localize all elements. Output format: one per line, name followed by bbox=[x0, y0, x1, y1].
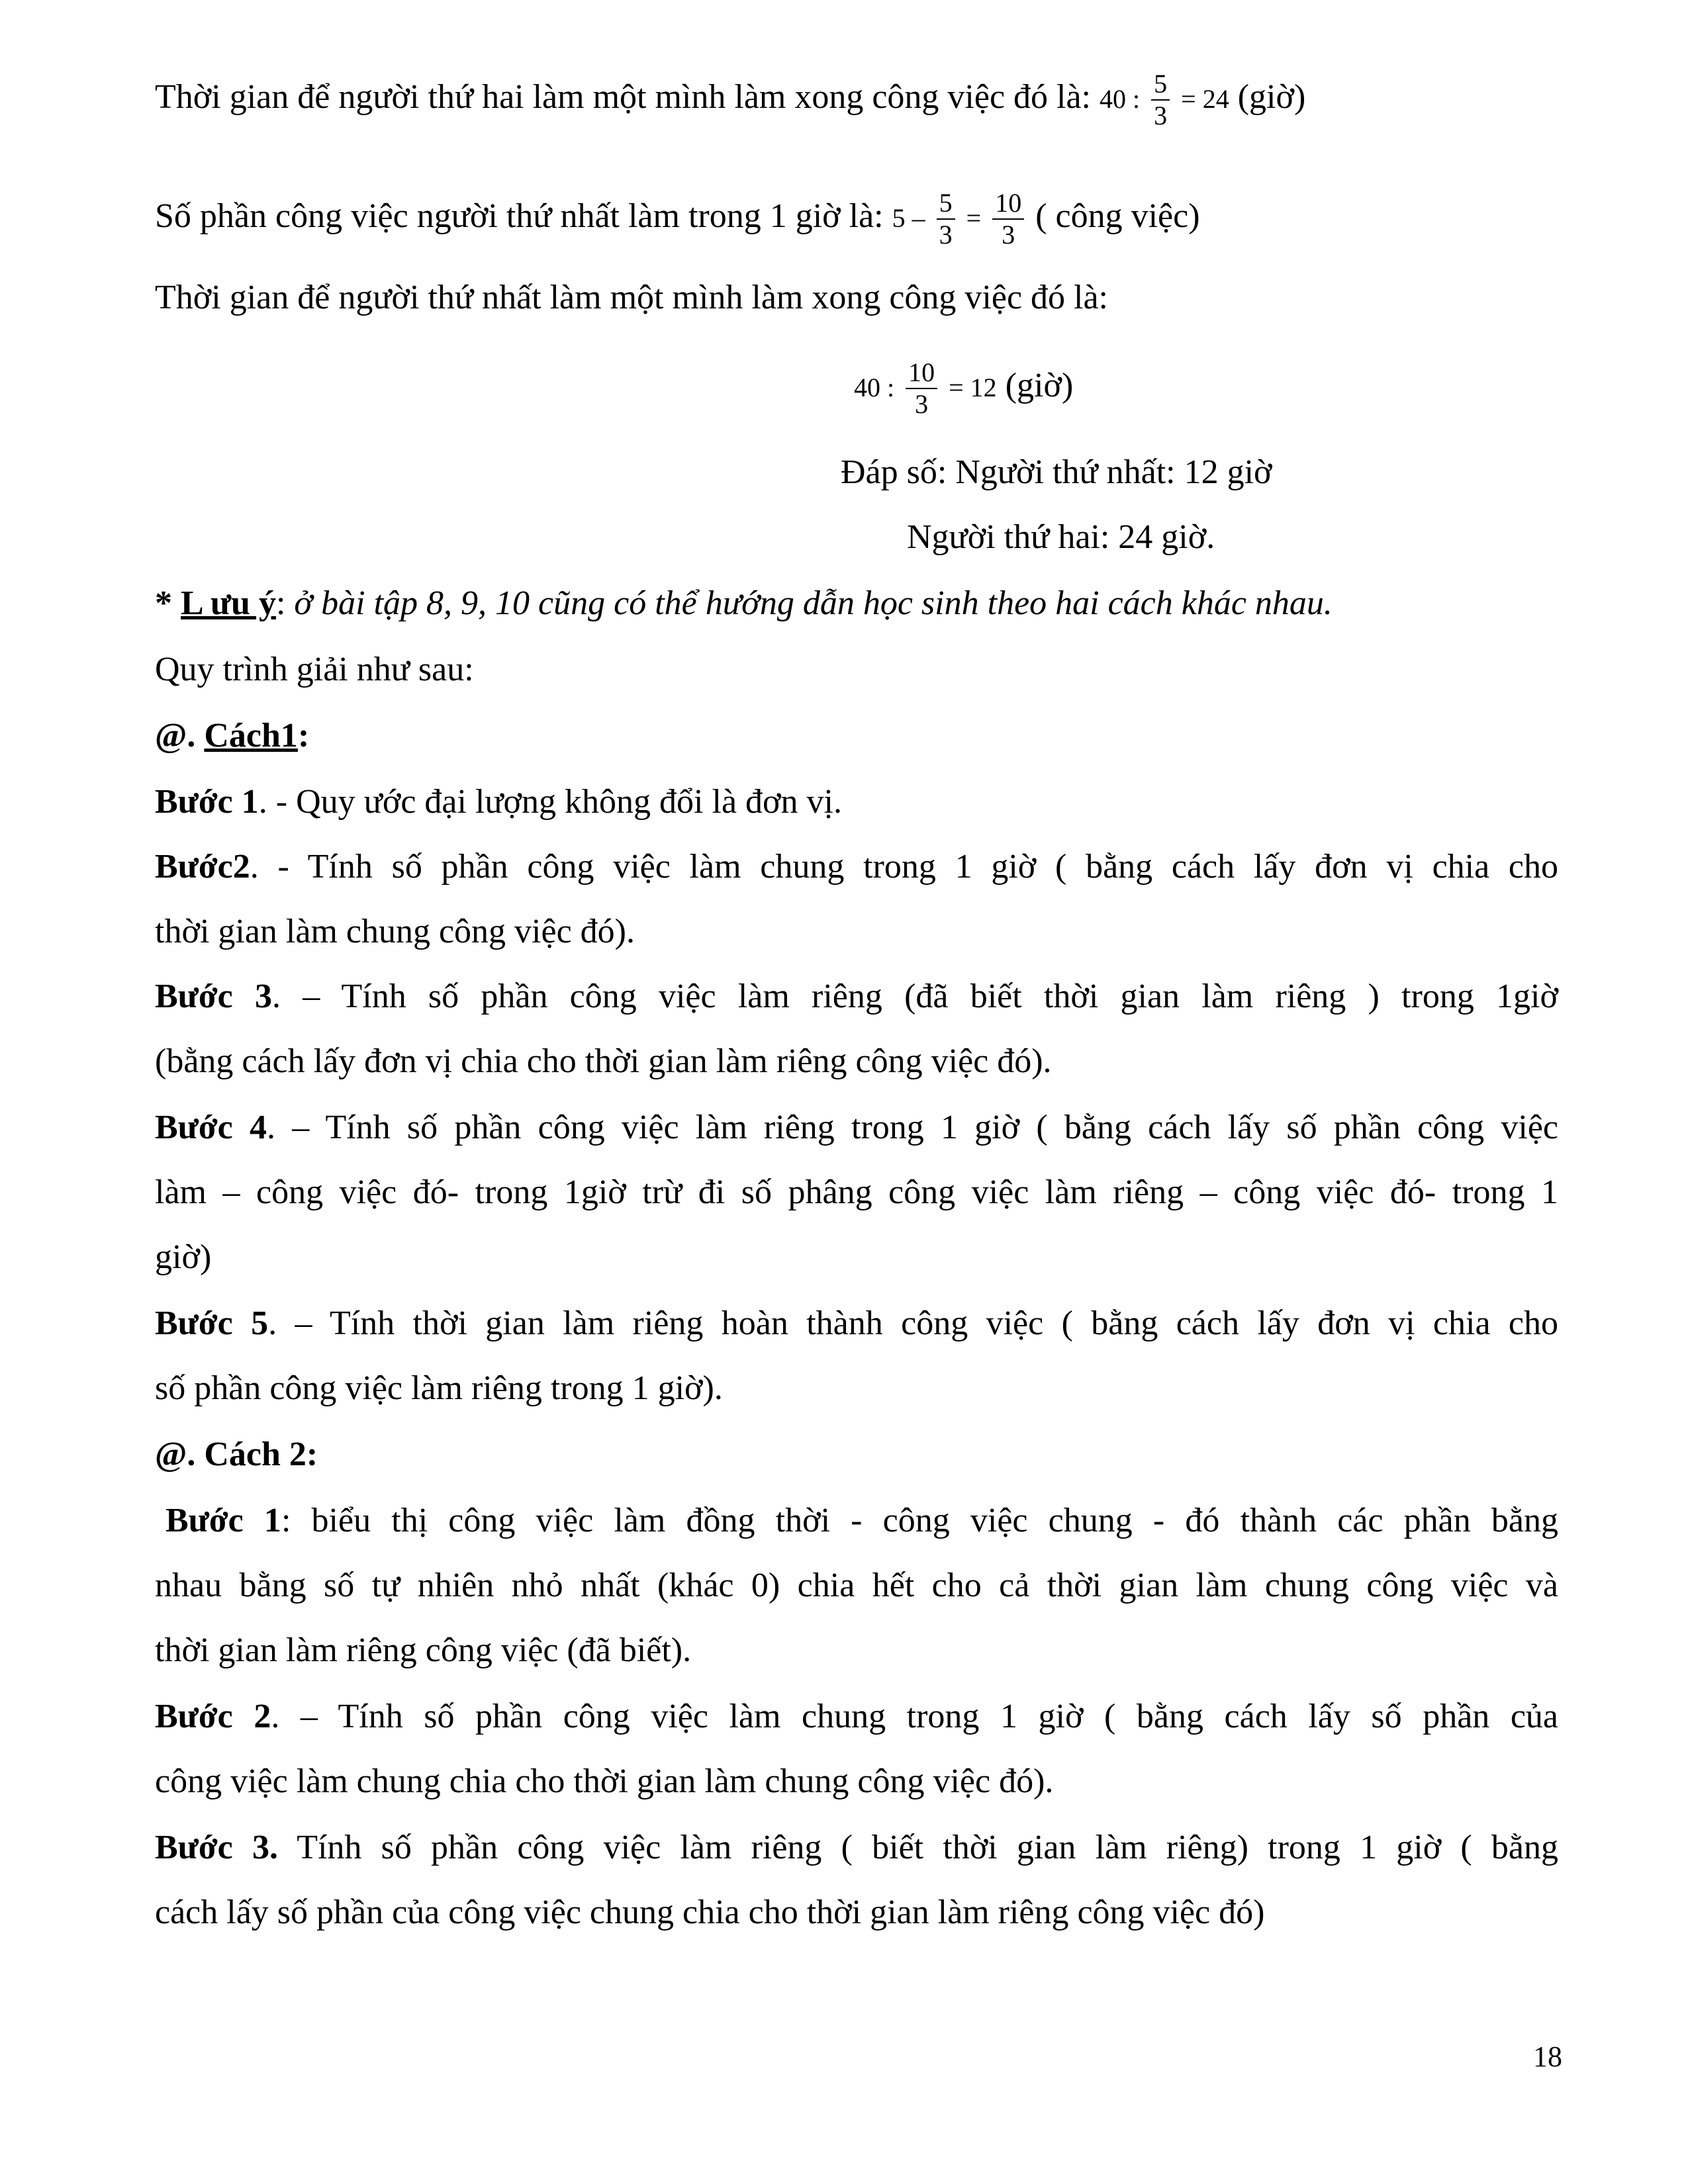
fraction bbox=[906, 357, 937, 420]
text: Số phần công việc người thứ nhất làm trong 1 giờ là: bbox=[155, 197, 884, 235]
numerator: 10 bbox=[992, 188, 1024, 220]
step-text: Tính số phần công việc làm riêng ( biết thời gian làm riêng) trong 1 giờ ( bằng bbox=[277, 1829, 1559, 1866]
math-result: = 24 bbox=[1181, 83, 1229, 114]
formula-first-person-time bbox=[854, 357, 1558, 420]
step-text: : biểu thị công việc làm đồng thời - công việc chung - đó thành các phần bằng bbox=[281, 1502, 1558, 1539]
method2-step1-line3: thời gian làm riêng công việc (đã biết). bbox=[155, 1631, 692, 1669]
heading-label: Cách1 bbox=[204, 717, 298, 754]
unit: ( công việc) bbox=[1035, 197, 1200, 235]
step-label: Bước 3. bbox=[155, 1829, 278, 1866]
method1-step2-line2: thời gian làm chung công việc đó). bbox=[155, 913, 635, 950]
method2-step2-line1 bbox=[155, 1696, 1558, 1738]
math-dividend: 40 : bbox=[1100, 83, 1141, 114]
step-label: Bước 3 bbox=[155, 978, 272, 1015]
method1-step3-line2: (bằng cách lấy đơn vị chia cho thời gian làm riêng công việc đó). bbox=[155, 1042, 1052, 1080]
note-line bbox=[155, 582, 1558, 625]
step-label: Bước 4 bbox=[155, 1109, 267, 1146]
method2-heading bbox=[155, 1433, 1558, 1476]
step-label: Bước2 bbox=[155, 848, 250, 886]
heading-colon: : bbox=[297, 717, 310, 754]
method1-step3-line1 bbox=[155, 976, 1558, 1018]
method2-step1-line1 bbox=[165, 1500, 1558, 1542]
fraction bbox=[992, 188, 1024, 250]
heading-prefix: @. bbox=[155, 717, 205, 754]
numerator: 10 bbox=[906, 357, 937, 389]
step-text: . – Tính số phần công việc làm chung trong 1 giờ ( bằng cách lấy số phần của bbox=[271, 1698, 1558, 1735]
line-time-first-person: Thời gian để người thứ nhất làm một mình làm xong công việc đó là: bbox=[155, 279, 1109, 316]
line-time-second-person bbox=[155, 69, 1558, 131]
method1-step4-line3: giờ) bbox=[155, 1238, 212, 1276]
method1-step1 bbox=[155, 781, 1558, 823]
step-text: . – Tính thời gian làm riêng hoàn thành công việc ( bằng cách lấy đơn vị chia cho bbox=[268, 1304, 1558, 1342]
method1-step4-line1 bbox=[155, 1107, 1558, 1149]
denominator: 3 bbox=[915, 389, 929, 419]
note-star: * bbox=[155, 584, 181, 622]
method1-step5-line2: số phần công việc làm riêng trong 1 giờ). bbox=[155, 1369, 723, 1407]
step-label: Bước 1 bbox=[155, 783, 259, 821]
note-label: L ưu ý bbox=[181, 584, 276, 622]
method1-step4-line2: làm – công việc đó- trong 1giờ trừ đi số phâng công việc làm riêng – công việc đó- trong 1 bbox=[155, 1173, 1558, 1211]
denominator: 3 bbox=[939, 220, 953, 250]
method2-step1-line2: nhau bằng số tự nhiên nhỏ nhất (khác 0) chia hết cho cả thời gian làm chung công việc và bbox=[155, 1567, 1558, 1604]
method1-heading bbox=[155, 715, 1558, 757]
equals-sign: = bbox=[966, 203, 982, 233]
fraction bbox=[1151, 69, 1170, 131]
step-text: . – Tính số phần công việc làm riêng (đã biết thời gian làm riêng ) trong 1giờ bbox=[271, 978, 1558, 1015]
method2-step2-line2: công việc làm chung chia cho thời gian làm chung công việc đó). bbox=[155, 1762, 1054, 1800]
note-text: ở bài tập 8, 9, 10 cũng có thể hướng dẫn học sinh theo hai cách khác nhau. bbox=[285, 584, 1333, 622]
step-label: Bước 2 bbox=[155, 1698, 271, 1735]
step-label: Bước 1 bbox=[165, 1502, 281, 1539]
method2-step3-line2: cách lấy số phần của công việc chung chia cho thời gian làm riêng công việc đó) bbox=[155, 1893, 1265, 1931]
page-number: 18 bbox=[1533, 2040, 1562, 2073]
method2-step3-line1 bbox=[155, 1827, 1558, 1869]
method1-step5-line1 bbox=[155, 1302, 1558, 1345]
process-intro: Quy trình giải như sau: bbox=[155, 651, 474, 688]
step-text: . - Tính số phần công việc làm chung trong 1 giờ ( bằng cách lấy đơn vị chia cho bbox=[250, 848, 1558, 886]
numerator: 5 bbox=[937, 188, 955, 220]
answer-line-2: Người thứ hai: 24 giờ. bbox=[907, 518, 1215, 556]
answer-line-1: Đáp số: Người thứ nhất: 12 giờ bbox=[841, 453, 1272, 491]
note-colon: : bbox=[275, 584, 286, 622]
math-dividend: 40 : bbox=[854, 372, 895, 402]
step-text: . – Tính số phần công việc làm riêng trong 1 giờ ( bằng cách lấy số phần công việc bbox=[266, 1109, 1558, 1146]
unit: (giờ) bbox=[1005, 366, 1074, 404]
step-text: . - Quy ước đại lượng không đổi là đơn vị. bbox=[258, 783, 842, 821]
heading-label: @. Cách 2: bbox=[155, 1435, 318, 1473]
method1-step2-line1 bbox=[155, 846, 1558, 888]
unit: (giờ) bbox=[1237, 77, 1306, 116]
math-result: = 12 bbox=[949, 372, 997, 402]
numerator: 5 bbox=[1151, 69, 1170, 101]
denominator: 3 bbox=[1002, 220, 1015, 250]
text: Thời gian để người thứ hai làm một mình làm xong công việc đó là: bbox=[155, 77, 1092, 116]
line-work-first-person bbox=[155, 188, 1558, 250]
denominator: 3 bbox=[1154, 101, 1168, 130]
step-label: Bước 5 bbox=[155, 1304, 269, 1342]
math-minuend: 5 – bbox=[892, 203, 925, 233]
fraction bbox=[937, 188, 955, 250]
